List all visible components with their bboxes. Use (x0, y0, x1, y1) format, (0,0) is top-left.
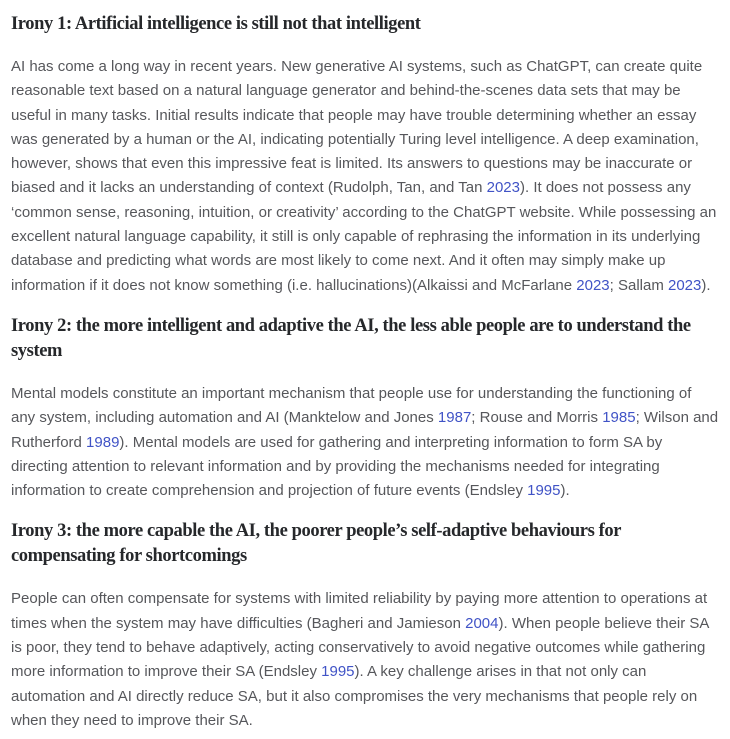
paragraph-text: Mental models constitute an important mechanism that people use for understanding the functioning of any system, including automation and AI (Manktelow and Jones (11, 384, 692, 427)
section-heading: Irony 1: Artificial intelligence is still not that intelligent (11, 14, 421, 34)
paragraph-text: ; Wilson and Rutherford (11, 409, 719, 451)
citation-year-link[interactable]: 1995 (321, 663, 355, 681)
section-heading: Irony 2: the more intelligent and adaptive the AI, the less able people are to understand the system (11, 315, 691, 361)
paragraph-text: ; Sallam (609, 276, 668, 294)
article-section-irony-3 (11, 519, 719, 733)
citation-year-link[interactable]: 2023 (576, 276, 610, 294)
paragraph-text: People can often compensate for systems with limited reliability by paying more attention to operations at times when the system may have difficulties (Bagheri and Jamieson (11, 590, 708, 632)
paragraph-text: ). (701, 276, 711, 294)
section-paragraph (11, 55, 719, 298)
citation-year-link[interactable]: 1995 (527, 482, 561, 500)
citation-year-link[interactable]: 1985 (602, 409, 636, 427)
article-section-irony-1 (11, 12, 719, 298)
citation-year-link[interactable]: 2004 (465, 614, 499, 632)
citation-year-link[interactable]: 2023 (668, 276, 702, 294)
paragraph-text: ). It does not possess any ‘common sense, reasoning, intuition, or creativity’ according to the ChatGPT website. While possessing an excellent natural language capability, it still is only capable of rephrasing the information in its underlying database and predicting what words are most likely to come next. And it often may simply make up information if it does not know something (i.e. hallucinations)(Alkaissi and McFarlane (11, 179, 717, 294)
paragraph-text: ; Rouse and Morris (471, 409, 603, 427)
citation-year-link[interactable]: 1989 (86, 433, 120, 451)
article-section-irony-2 (11, 314, 719, 503)
section-paragraph (11, 587, 719, 733)
section-paragraph (11, 382, 719, 503)
paragraph-text: ). A key challenge arises in that not only can automation and AI directly reduce SA, but it also compromises the very mechanisms that people rely on when they need to improve their SA. (11, 663, 698, 729)
citation-year-link[interactable]: 1987 (437, 409, 472, 427)
paragraph-text: AI has come a long way in recent years. New generative AI systems, such as ChatGPT, can create quite reasonable text based on a natural language generator and behind-the-scenes data sets that may be useful in many tasks. Initial results indicate that people may have trouble determining whether an essay was generated by a human or the AI, indicating potentially Turing level intelligence. A deep examination, however, shows that even this impressive feat is limited. Its answers to questions may be inaccurate or biased and it lacks an understanding of context (Rudolph, Tan, and Tan (11, 58, 703, 197)
paragraph-text: ). Mental models are used for gathering and interpreting information to form SA by directing attention to relevant information and by providing the mechanisms needed for integrating information to create comprehension and projection of future events (Endsley (11, 433, 663, 500)
section-heading: Irony 3: the more capable the AI, the poorer people’s self-adaptive behaviours for compensating for shortcomings (11, 521, 621, 567)
paragraph-text: ). (560, 482, 570, 500)
citation-year-link[interactable]: 2023 (486, 179, 520, 197)
paragraph-text: ). When people believe their SA is poor, they tend to behave adaptively, acting conservatively to avoid negative outcomes while gathering more information to improve their SA (Endsley (11, 614, 709, 681)
